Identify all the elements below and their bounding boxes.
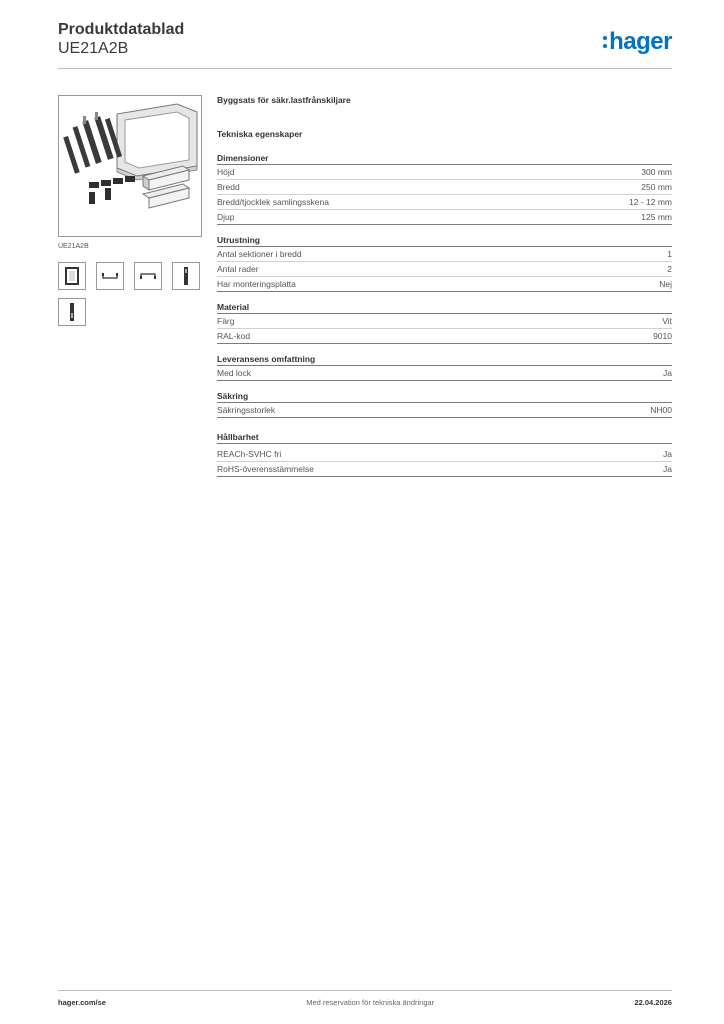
- section-sakring: [217, 391, 672, 418]
- spec-label: REACh-SVHC fri: [217, 449, 282, 459]
- tech-heading: Tekniska egenskaper: [217, 129, 303, 139]
- footer-divider: [58, 990, 672, 991]
- spec-value: 12 - 12 mm: [629, 197, 672, 207]
- spec-value: Ja: [663, 368, 672, 378]
- spec-row: [217, 447, 672, 462]
- section-title: Säkring: [217, 391, 672, 403]
- section-title: Dimensioner: [217, 153, 672, 165]
- spec-label: Höjd: [217, 167, 235, 177]
- section-dimensioner: [217, 153, 672, 225]
- spec-row: [217, 247, 672, 262]
- spec-label: Antal sektioner i bredd: [217, 249, 302, 259]
- spec-row: [217, 314, 672, 329]
- section-hallbarhet: [217, 432, 672, 477]
- spec-row: [217, 262, 672, 277]
- spec-value: Ja: [663, 449, 672, 459]
- spec-value: 1: [667, 249, 672, 259]
- product-kit-illustration: [59, 96, 201, 236]
- product-code: UE21A2B: [58, 40, 129, 57]
- thumbnail-busbar[interactable]: [58, 298, 86, 326]
- spec-row: [217, 403, 672, 418]
- spec-value: Ja: [663, 464, 672, 474]
- spec-value: 125 mm: [641, 212, 672, 222]
- spec-label: Med lock: [217, 368, 252, 378]
- thumbnail-rail-top[interactable]: [134, 262, 162, 290]
- logo-dots-icon: [603, 36, 607, 48]
- spec-label: RAL-kod: [217, 331, 251, 341]
- footer-date: 22.04.2026: [634, 998, 672, 1007]
- section-utrustning: [217, 235, 672, 292]
- thumbnail-rail-front[interactable]: [96, 262, 124, 290]
- spec-label: RoHS-överensstämmelse: [217, 464, 314, 474]
- spec-row: [217, 180, 672, 195]
- spec-row: [217, 195, 672, 210]
- page-footer: [58, 998, 672, 1007]
- spec-value: 250 mm: [641, 182, 672, 192]
- spec-value: 300 mm: [641, 167, 672, 177]
- footer-disclaimer: Med reservation för tekniska ändringar: [306, 998, 435, 1007]
- spec-content: [217, 95, 672, 477]
- product-image: [58, 95, 202, 237]
- spec-value: Nej: [659, 279, 672, 289]
- hager-logo: [603, 28, 672, 56]
- thumbnail-frame[interactable]: [58, 262, 86, 290]
- spec-label: Färg: [217, 316, 235, 326]
- spec-row: [217, 329, 672, 344]
- spec-value: Vit: [662, 316, 672, 326]
- spec-label: Bredd/tjocklek samlingsskena: [217, 197, 329, 207]
- spec-label: Säkringsstorlek: [217, 405, 276, 415]
- logo-text: hager: [609, 28, 672, 55]
- header-divider: [58, 68, 672, 69]
- footer-website-link[interactable]: hager.com/se: [58, 998, 106, 1007]
- spec-label: Djup: [217, 212, 235, 222]
- spec-label: Antal rader: [217, 264, 259, 274]
- section-title: Utrustning: [217, 235, 672, 247]
- section-title: Hållbarhet: [217, 432, 672, 444]
- section-title: Leveransens omfattning: [217, 354, 672, 366]
- spec-row: [217, 277, 672, 292]
- section-leverans: [217, 354, 672, 381]
- spec-row: [217, 462, 672, 477]
- product-name: Byggsats för säkr.lastfrånskiljare: [217, 95, 351, 105]
- spec-label: Har monteringsplatta: [217, 279, 296, 289]
- spec-row: [217, 165, 672, 180]
- spec-row: [217, 210, 672, 225]
- spec-row: [217, 366, 672, 381]
- page-header: [58, 20, 672, 68]
- document-title: Produktdatablad: [58, 21, 185, 38]
- spec-label: Bredd: [217, 182, 240, 192]
- section-material: [217, 302, 672, 344]
- spec-value: 9010: [653, 331, 672, 341]
- thumbnail-side[interactable]: [172, 262, 200, 290]
- spec-value: NH00: [650, 405, 672, 415]
- image-caption: UE21A2B: [58, 243, 89, 250]
- section-title: Material: [217, 302, 672, 314]
- spec-value: 2: [667, 264, 672, 274]
